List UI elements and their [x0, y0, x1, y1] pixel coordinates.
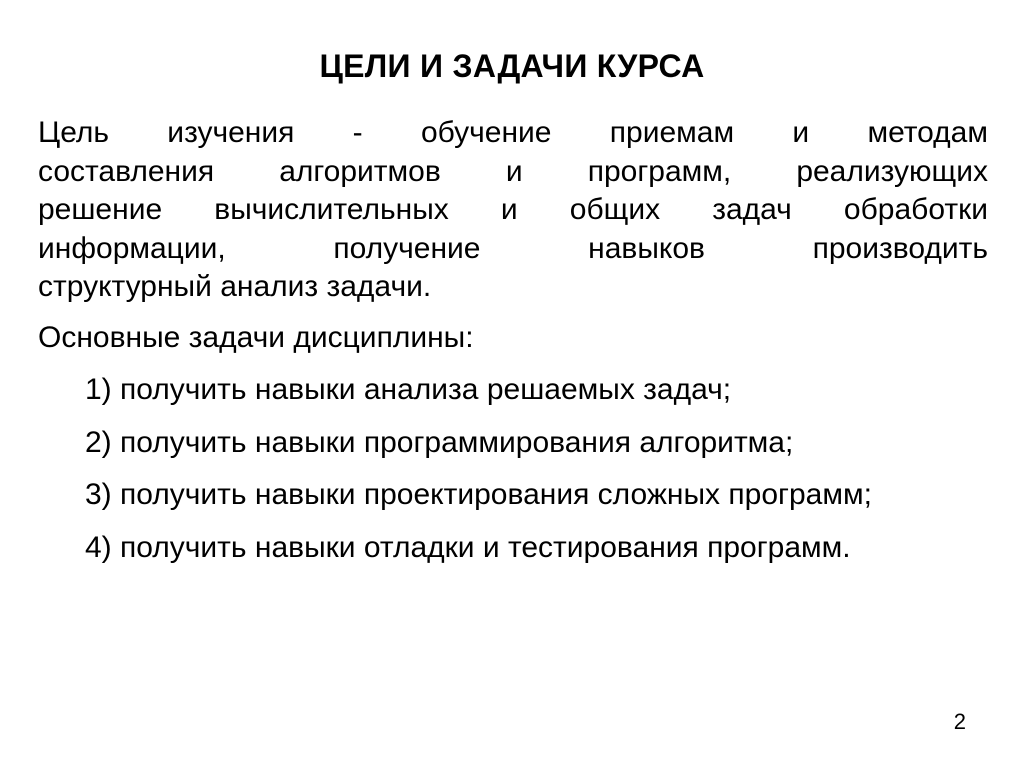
task-item: 1) получить навыки анализа решаемых задач; — [85, 373, 732, 406]
slide-title: ЦЕЛИ И ЗАДАЧИ КУРСА — [319, 48, 705, 84]
slide-body — [38, 114, 988, 567]
goal-line: информации, получение навыков производить — [38, 231, 988, 265]
task-item: 2) получить навыки программирования алгоритма; — [85, 425, 794, 459]
task-list — [38, 371, 988, 567]
goal-line: решение вычислительных и общих задач обработки — [38, 193, 988, 226]
task-item: 3) получить навыки проектирования сложных программ; — [85, 478, 872, 511]
goal-line: структурный анализ задачи. — [38, 270, 432, 303]
goal-line: Цель изучения - обучение приемам и методам — [38, 116, 988, 149]
goal-paragraph — [38, 114, 988, 307]
task-item: 4) получить навыки отладки и тестирования программ. — [85, 530, 851, 564]
page-number: 2 — [953, 709, 966, 734]
goal-line: составления алгоритмов и программ, реализующих — [38, 154, 988, 188]
tasks-heading: Основные задачи дисциплины: — [38, 320, 474, 354]
